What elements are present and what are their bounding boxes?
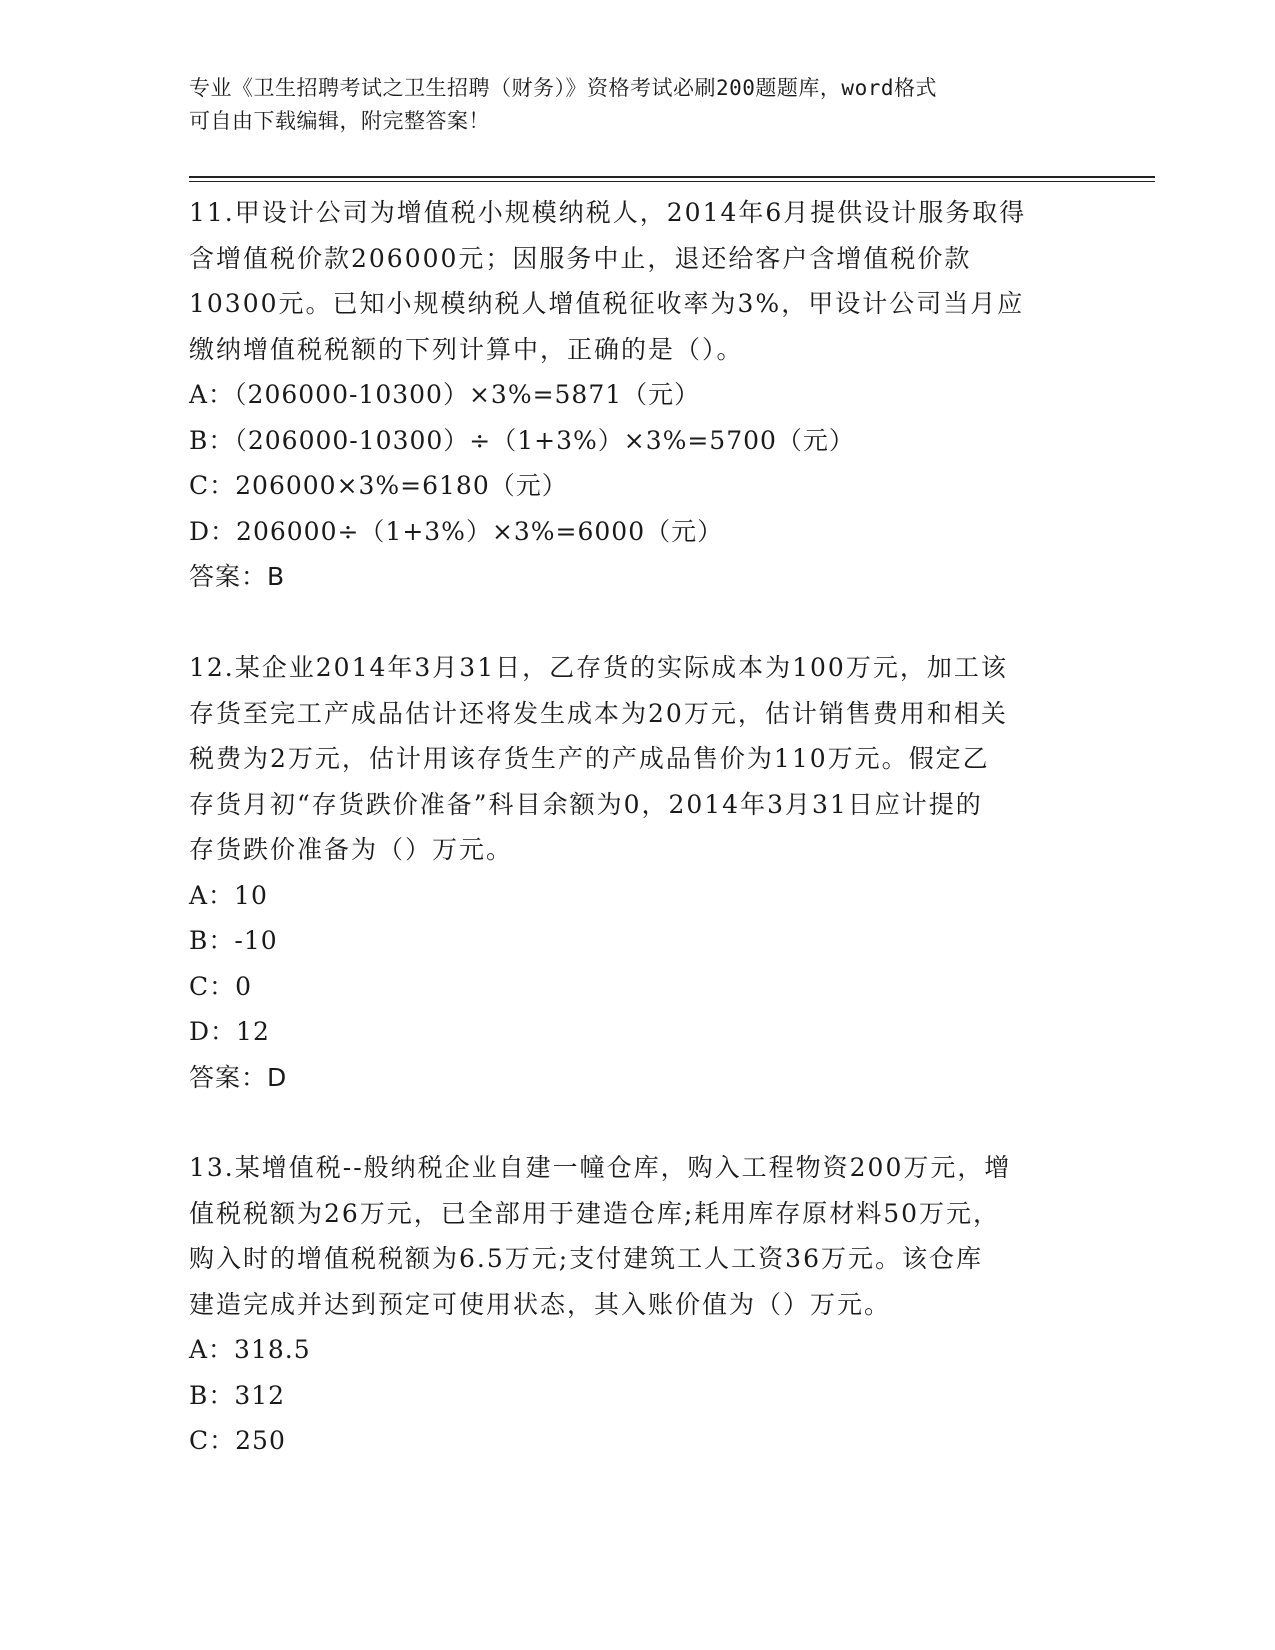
option-c: C：250 [189, 1426, 286, 1455]
option-b: B：-10 [189, 926, 278, 955]
option-d: D：12 [189, 1017, 270, 1046]
question-stem-line: 税费为2万元，估计用该存货生产的产成品售价为110万元。假定乙 [189, 744, 990, 773]
header-divider [189, 176, 1155, 182]
answer-line: 答案：B [189, 562, 286, 591]
answer-line: 答案：D [189, 1062, 288, 1092]
question-stem-line: 存货月初“存货跌价准备”科目余额为0，2014年3月31日应计提的 [189, 789, 983, 819]
option-c: C：0 [189, 971, 253, 1001]
option-c: C：206000×3%=6180（元） [189, 471, 568, 500]
option-b: B：312 [189, 1380, 286, 1410]
option-b: B：（206000-10300）÷（1+3%）×3%=5700（元） [189, 425, 855, 455]
question-13 [189, 1145, 1089, 1464]
question-stem-line: 购入时的增值税税额为6.5万元;支付建筑工人工资36万元。该仓库 [189, 1244, 983, 1273]
document-header [189, 72, 1069, 138]
header-line-1: 专业《卫生招聘考试之卫生招聘（财务）》资格考试必刷200题题库，word格式 [189, 76, 937, 100]
question-stem-line: 10300元。已知小规模纳税人增值税征收率为3%，甲设计公司当月应 [189, 289, 1025, 318]
question-stem-line: 13.某增值税--般纳税企业自建一幢仓库，购入工程物资200万元，增 [189, 1153, 1012, 1182]
question-stem-line: 建造完成并达到预定可使用状态，其入账价值为（）万元。 [189, 1289, 892, 1319]
question-stem-line: 缴纳增值税税额的下列计算中，正确的是（）。 [189, 334, 744, 364]
question-stem-line: 12.某企业2014年3月31日，乙存货的实际成本为100万元，加工该 [189, 653, 1008, 682]
option-a: A：（206000-10300）×3%=5871（元） [189, 380, 701, 409]
question-stem-line: 存货跌价准备为（）万元。 [189, 835, 514, 864]
question-11 [189, 190, 1089, 600]
question-stem-line: 11.甲设计公司为增值税小规模纳税人，2014年6月提供设计服务取得 [189, 198, 1027, 227]
header-line-2: 可自由下载编辑，附完整答案！ [189, 109, 490, 133]
question-stem-line: 值税税额为26万元，已全部用于建造仓库;耗用库存原材料50万元， [189, 1198, 1001, 1228]
option-d: D：206000÷（1+3%）×3%=6000（元） [189, 516, 724, 546]
option-a: A：318.5 [189, 1335, 311, 1364]
question-stem-line: 含增值税价款206000元；因服务中止，退还给客户含增值税价款 [189, 243, 972, 273]
option-a: A：10 [189, 880, 268, 910]
question-stem-line: 存货至完工产成品估计还将发生成本为20万元，估计销售费用和相关 [189, 698, 1008, 728]
question-12 [189, 645, 1089, 1100]
